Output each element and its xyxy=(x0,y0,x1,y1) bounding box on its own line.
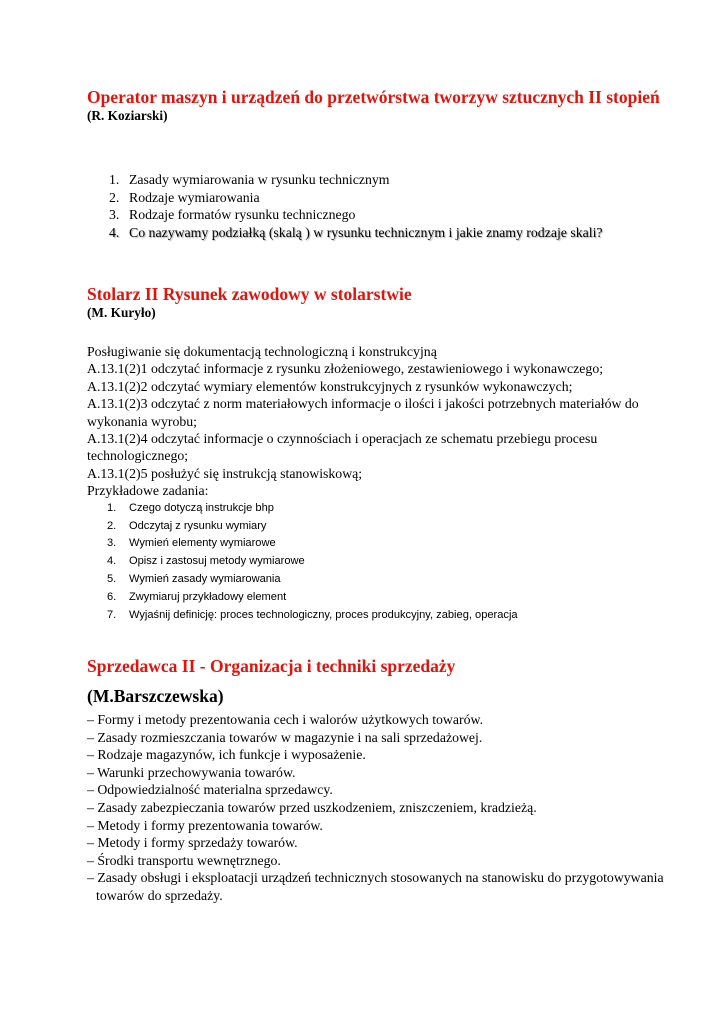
list-item: – Metody i formy sprzedaży towarów. xyxy=(87,835,298,851)
list-number: 6. xyxy=(107,591,117,604)
list-number: 1. xyxy=(109,172,120,187)
list-number: 3. xyxy=(109,207,120,222)
list-item-text: Odczytaj z rysunku wymiary xyxy=(129,519,267,532)
list-number: 7. xyxy=(107,609,117,622)
list-item xyxy=(87,224,667,242)
paragraph: A.13.1(2)5 posłużyć się instrukcją stanowiskową; xyxy=(87,465,363,481)
section2-text xyxy=(87,343,667,500)
document-body xyxy=(87,86,667,905)
section1-author: (R. Koziarski) xyxy=(87,108,168,123)
list-item xyxy=(87,571,667,589)
list-item-text: Co nazywamy podziałką (skalą ) w rysunku technicznym i jakie znamy rodzaje skali? xyxy=(129,224,603,240)
list-item: – Zasady rozmieszczania towarów w magazynie i na sali sprzedażowej. xyxy=(87,729,483,745)
list-item: – Zasady zabezpieczania towarów przed uszkodzeniem, zniszczeniem, kradzieżą. xyxy=(87,799,537,815)
list-item xyxy=(87,171,667,189)
section3-title: Sprzedawca II - Organizacja i techniki sprzedaży xyxy=(87,656,456,676)
list-item: – Środki transportu wewnętrznego. xyxy=(87,852,281,868)
list-item: – Zasady obsługi i eksploatacji urządzeń technicznych stosowanych na stanowisku do przygotowywania towarów do sprzedaży. xyxy=(87,870,664,903)
list-item: – Formy i metody prezentowania cech i walorów użytkowych towarów. xyxy=(87,712,484,727)
list-item xyxy=(87,535,667,553)
section2-title: Stolarz II Rysunek zawodowy w stolarstwie xyxy=(87,284,412,304)
list-item: – Warunki przechowywania towarów. xyxy=(87,764,296,780)
paragraph: A.13.1(2)2 odczytać wymiary elementów konstrukcyjnych z rysunków wykonawczych; xyxy=(87,378,573,394)
list-item xyxy=(87,206,667,224)
section2-author: (M. Kuryło) xyxy=(87,305,156,320)
list-number: 4. xyxy=(109,224,120,240)
list-item: – Metody i formy prezentowania towarów. xyxy=(87,817,323,833)
list-number: 2. xyxy=(107,519,117,532)
list-item-text: Zasady wymiarowania w rysunku technicznym xyxy=(129,172,390,187)
paragraph: Posługiwanie się dokumentacją technologiczną i konstrukcyjną xyxy=(87,344,437,359)
list-number: 5. xyxy=(107,573,117,586)
paragraph: A.13.1(2)4 odczytać informacje o czynnościach i operacjach ze schematu przebiegu procesu technologicznego; xyxy=(87,431,598,464)
list-item: – Odpowiedzialność materialna sprzedawcy. xyxy=(87,782,333,798)
section3-list xyxy=(87,711,667,905)
section1-title: Operator maszyn i urządzeń do przetwórstwa tworzyw sztucznych II stopień xyxy=(87,87,660,107)
list-item-text: Wymień elementy wymiarowe xyxy=(129,537,276,550)
list-item xyxy=(87,553,667,571)
list-item xyxy=(87,500,667,518)
list-number: 2. xyxy=(109,189,120,205)
list-item-text: Wyjaśnij definicję: proces technologiczny, proces produkcyjny, zabieg, operacja xyxy=(129,609,518,622)
section3-author: (M.Barszczewska) xyxy=(87,686,224,706)
list-item-text: Czego dotyczą instrukcje bhp xyxy=(129,501,274,514)
section1-list xyxy=(87,171,667,241)
paragraph: A.13.1(2)1 odczytać informacje z rysunku złożeniowego, zestawieniowego i wykonawczego; xyxy=(87,361,604,377)
list-item-text: Wymień zasady wymiarowania xyxy=(129,573,281,586)
list-item xyxy=(87,189,667,207)
list-item-text: Rodzaje formatów rysunku technicznego xyxy=(129,207,356,222)
list-number: 1. xyxy=(107,501,117,514)
list-item-text: Opisz i zastosuj metody wymiarowe xyxy=(129,555,305,568)
paragraph: Przykładowe zadania: xyxy=(87,483,209,499)
paragraph: A.13.1(2)3 odczytać z norm materiałowych informacje o ilości i jakości potrzebnych materiałów do wykonania wyrobu; xyxy=(87,396,639,429)
list-item-text: Zwymiaruj przykładowy element xyxy=(129,591,287,604)
list-item xyxy=(87,607,667,625)
list-number: 3. xyxy=(107,537,117,550)
list-item xyxy=(87,589,667,607)
list-item: – Rodzaje magazynów, ich funkcje i wyposażenie. xyxy=(87,747,366,763)
list-number: 4. xyxy=(107,555,117,568)
section2-task-list xyxy=(87,500,667,625)
list-item-text: Rodzaje wymiarowania xyxy=(129,189,260,205)
list-item xyxy=(87,518,667,536)
